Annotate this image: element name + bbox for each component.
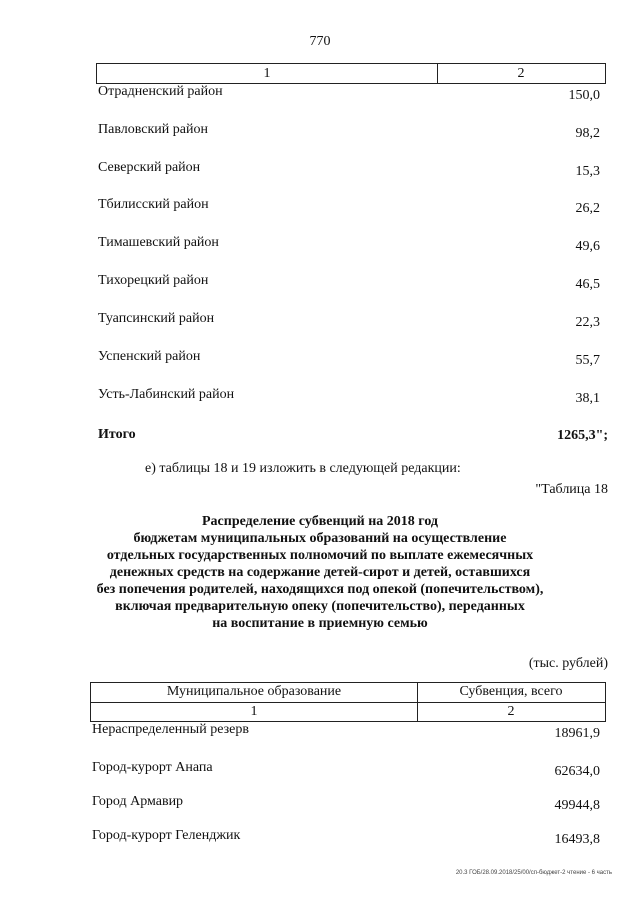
table-row bbox=[98, 160, 600, 180]
row-name: Нераспределенный резерв bbox=[92, 722, 249, 737]
row-name: Успенский район bbox=[98, 349, 201, 364]
row-value: 15,3 bbox=[575, 164, 600, 179]
row-name: Усть-Лабинский район bbox=[98, 387, 235, 402]
bottom-header-num1: 1 bbox=[250, 704, 258, 719]
row-value: 26,2 bbox=[575, 201, 600, 216]
total-value: 1265,3"; bbox=[557, 428, 608, 443]
top-table-header bbox=[96, 63, 606, 84]
row-value: 49,6 bbox=[575, 239, 600, 254]
amendment-paragraph: е) таблицы 18 и 19 изложить в следующей редакции: bbox=[145, 461, 461, 476]
row-value: 18961,9 bbox=[554, 726, 600, 741]
units-label: (тыс. рублей) bbox=[528, 656, 608, 671]
row-name: Отрадненский район bbox=[98, 84, 223, 99]
row-name: Тимашевский район bbox=[98, 235, 219, 250]
table-reference: "Таблица 18 bbox=[535, 482, 608, 497]
bottom-header-num2: 2 bbox=[507, 704, 515, 719]
row-value: 55,7 bbox=[575, 353, 600, 368]
row-name: Туапсинский район bbox=[98, 311, 215, 326]
caption-line: на воспитание в приемную семью bbox=[212, 616, 428, 631]
row-value: 49944,8 bbox=[554, 798, 600, 813]
caption-line: бюджетам муниципальных образований на осуществление bbox=[133, 531, 507, 546]
table-row bbox=[98, 387, 600, 407]
caption-line: денежных средств на содержание детей-сирот и детей, оставшихся bbox=[109, 565, 531, 580]
table-row bbox=[98, 122, 600, 142]
table-row bbox=[98, 235, 600, 255]
top-header-col1: 1 bbox=[263, 65, 271, 81]
row-value: 62634,0 bbox=[554, 764, 600, 779]
table-row bbox=[92, 794, 600, 814]
row-value: 98,2 bbox=[575, 126, 600, 141]
caption-line: без попечения родителей, находящихся под опекой (попечительством), bbox=[96, 582, 544, 597]
table-caption bbox=[0, 513, 640, 632]
page-number: 770 bbox=[309, 34, 331, 49]
row-value: 46,5 bbox=[575, 277, 600, 292]
bottom-header-col2: Субвенция, всего bbox=[459, 684, 563, 699]
caption-line: Распределение субвенций на 2018 год bbox=[202, 514, 438, 529]
footer-note: 20.3 ГОБ/28.09.2018/25/00/сп-бюджет-2 чтение - 6 часть bbox=[455, 870, 612, 876]
row-name: Северский район bbox=[98, 160, 201, 175]
caption-line: отдельных государственных полномочий по выплате ежемесячных bbox=[106, 548, 534, 563]
bottom-header-divider bbox=[417, 683, 418, 721]
row-name: Тихорецкий район bbox=[98, 273, 209, 288]
table-row bbox=[98, 84, 600, 104]
bottom-header-col1: Муниципальное образование bbox=[166, 684, 342, 699]
top-header-col2: 2 bbox=[517, 65, 525, 81]
row-name: Город-курорт Геленджик bbox=[92, 828, 241, 843]
row-name: Город-курорт Анапа bbox=[92, 760, 213, 775]
row-value: 22,3 bbox=[575, 315, 600, 330]
row-name: Город Армавир bbox=[92, 794, 184, 809]
table-row bbox=[92, 828, 600, 848]
table-row bbox=[98, 273, 600, 293]
row-value: 150,0 bbox=[568, 88, 600, 103]
row-value: 16493,8 bbox=[554, 832, 600, 847]
row-name: Тбилисский район bbox=[98, 197, 209, 212]
caption-line: включая предварительную опеку (попечительство), переданных bbox=[115, 599, 525, 614]
table-row bbox=[92, 722, 600, 742]
row-value: 38,1 bbox=[575, 391, 600, 406]
total-label: Итого bbox=[98, 427, 136, 442]
row-name: Павловский район bbox=[98, 122, 208, 137]
total-row bbox=[98, 427, 608, 447]
table-row bbox=[98, 349, 600, 369]
table-row bbox=[98, 197, 600, 217]
table-row bbox=[92, 760, 600, 780]
bottom-table-header bbox=[90, 682, 606, 722]
table-row bbox=[98, 311, 600, 331]
